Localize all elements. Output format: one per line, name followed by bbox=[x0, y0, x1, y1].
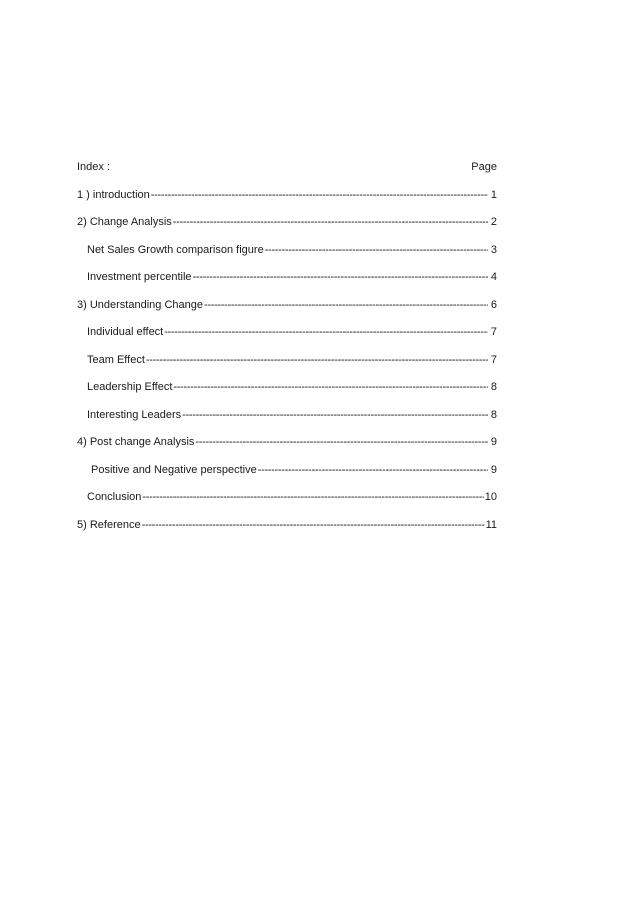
toc-entry-page: 4 bbox=[490, 271, 497, 283]
toc-entry-label: Interesting Leaders bbox=[87, 408, 182, 421]
toc-entry-label: 2) Change Analysis bbox=[77, 216, 172, 228]
toc-dot-leader bbox=[173, 378, 488, 396]
toc-entry bbox=[77, 213, 497, 231]
toc-dot-leader bbox=[142, 516, 485, 534]
toc-entry bbox=[77, 186, 497, 204]
toc-entry bbox=[77, 351, 497, 369]
toc-entry bbox=[77, 241, 497, 259]
toc-entry-label: Individual effect bbox=[87, 326, 164, 338]
toc-dot-leader bbox=[182, 406, 488, 424]
toc-entry-page: 9 bbox=[490, 436, 497, 448]
toc-entry-page: 8 bbox=[490, 381, 497, 393]
toc-entry bbox=[77, 378, 497, 396]
toc-dot-leader bbox=[195, 433, 488, 451]
toc-entry-page: 8 bbox=[490, 408, 497, 421]
toc-entry bbox=[77, 296, 497, 314]
toc-entry-label: Leadership Effect bbox=[87, 381, 173, 393]
toc-entry-label: 1 ) introduction bbox=[77, 188, 150, 201]
toc-dot-leader bbox=[164, 323, 488, 341]
toc-dot-leader bbox=[146, 351, 488, 369]
toc-entry-page: 11 bbox=[485, 518, 497, 531]
toc-entry bbox=[77, 488, 497, 506]
toc-dot-leader bbox=[142, 488, 483, 506]
toc-entry-page: 7 bbox=[490, 353, 497, 366]
toc-entry-label: Net Sales Growth comparison figure bbox=[87, 243, 264, 256]
toc-header bbox=[77, 158, 497, 176]
toc-entry-label: Conclusion bbox=[87, 491, 142, 503]
toc-entry-label: 4) Post change Analysis bbox=[77, 436, 195, 448]
toc-entry bbox=[77, 461, 497, 479]
toc-entry-label: Team Effect bbox=[87, 353, 145, 366]
toc-dot-leader bbox=[151, 186, 488, 204]
toc-entry-label: 5) Reference bbox=[77, 518, 141, 531]
toc-entry-page: 6 bbox=[490, 298, 497, 311]
toc-entry-label: 3) Understanding Change bbox=[77, 298, 203, 311]
table-of-contents bbox=[77, 158, 497, 543]
toc-entry-page: 9 bbox=[490, 463, 497, 476]
toc-entry-page: 7 bbox=[490, 326, 497, 338]
toc-entry-page: 10 bbox=[484, 491, 497, 503]
toc-entry-label: Positive and Negative perspective bbox=[91, 463, 257, 476]
index-heading: Index : bbox=[77, 161, 111, 173]
toc-entry bbox=[77, 433, 497, 451]
toc-entry bbox=[77, 268, 497, 286]
toc-entry-page: 2 bbox=[490, 216, 497, 228]
toc-entry-page: 1 bbox=[490, 188, 497, 201]
toc-dot-leader bbox=[265, 241, 488, 259]
toc-dot-leader bbox=[204, 296, 488, 314]
toc-entry bbox=[77, 406, 497, 424]
toc-dot-leader bbox=[173, 213, 488, 231]
toc-entry bbox=[77, 516, 497, 534]
toc-dot-leader bbox=[258, 461, 488, 479]
page-heading: Page bbox=[471, 161, 497, 173]
toc-entry bbox=[77, 323, 497, 341]
toc-dot-leader bbox=[193, 268, 488, 286]
toc-entry-page: 3 bbox=[490, 243, 497, 256]
toc-entry-label: Investment percentile bbox=[87, 271, 192, 283]
